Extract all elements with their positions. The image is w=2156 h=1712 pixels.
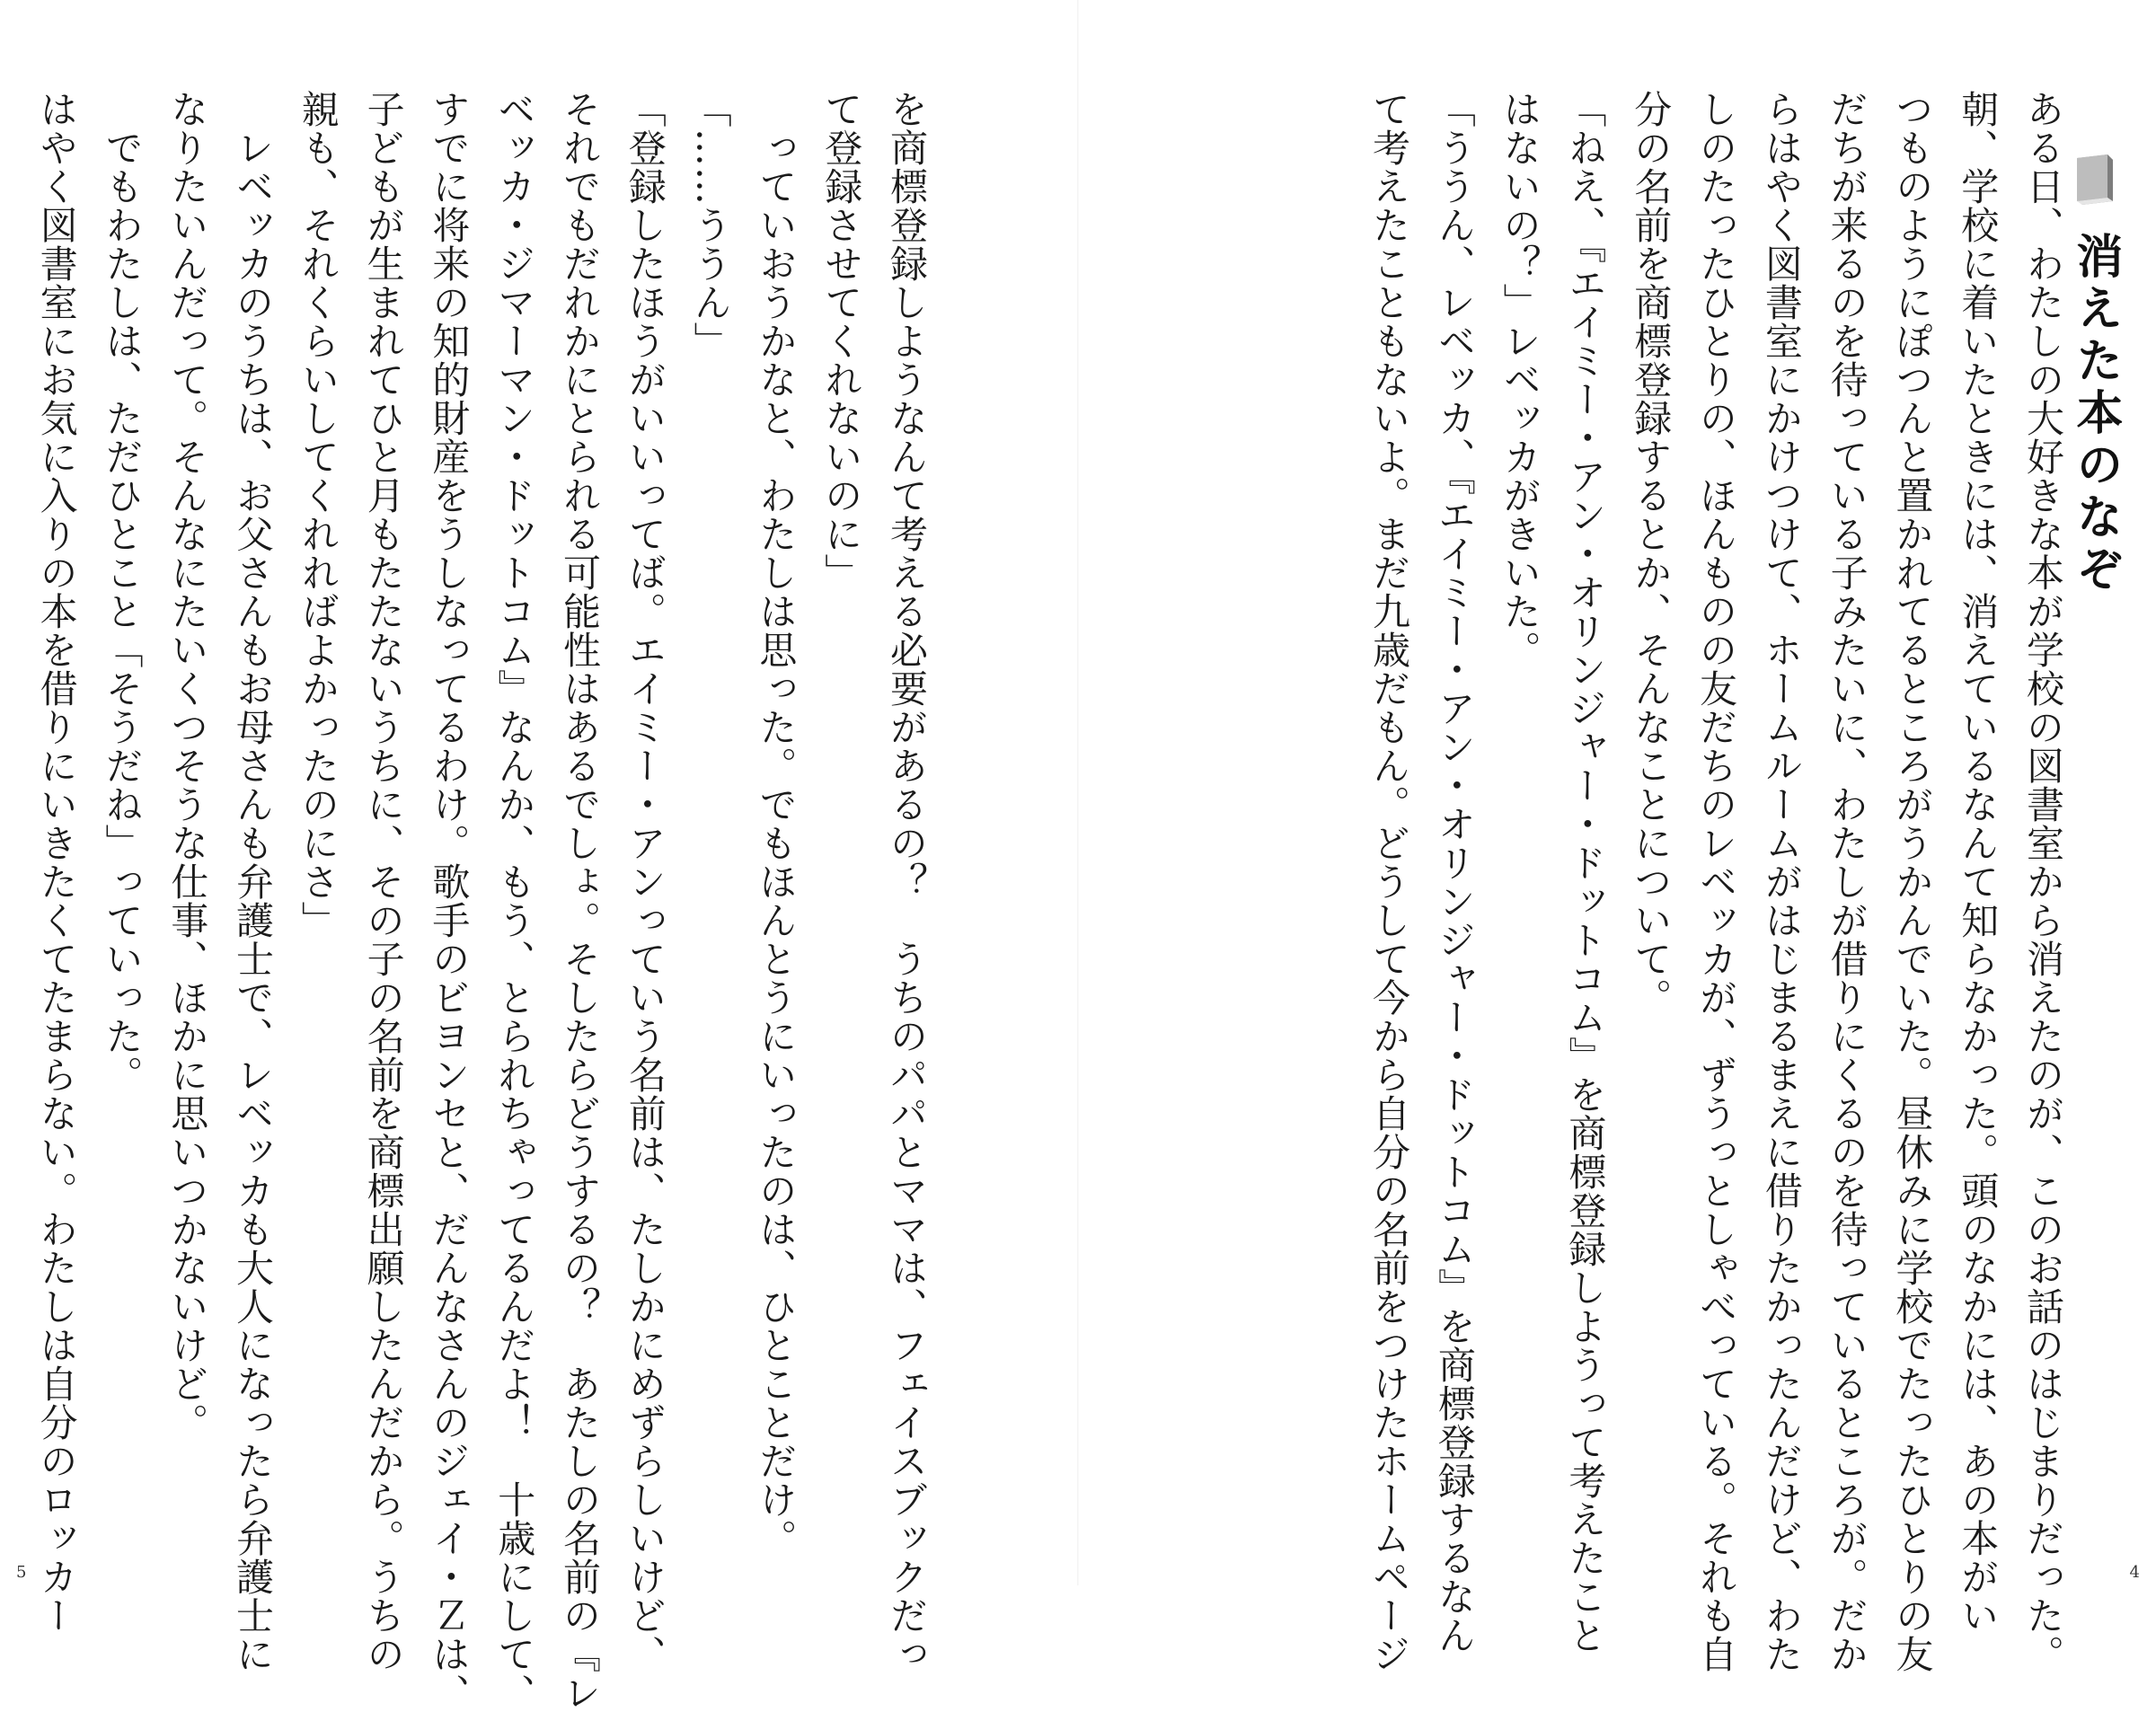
- text-line: 「ううん、レベッカ、『エイミー・アン・オリンジャー・ドットコム』を商標登録するなん: [1432, 90, 1477, 1655]
- text-line: しのたったひとりの、ほんものの友だちのレベッカが、ずうっとしゃべっている。それも自: [1694, 90, 1739, 1673]
- text-line: すでに将来の知的財産をうしなってるわけ。歌手のビヨンセと、だんなさんのジェイ・Ｚは、: [427, 90, 472, 1712]
- text-line: つものようにぽつんと置かれてるところがうかんでいた。昼休みに学校でたったひとりの友: [1890, 90, 1935, 1673]
- text-line: て登録させてくれないのに」: [819, 90, 864, 592]
- text-line: て考えたこともないよ。まだ九歳だもん。どうして今から自分の名前をつけたホームページ: [1367, 90, 1412, 1673]
- text-line: 分の名前を商標登録するとか、そんなことについて。: [1629, 90, 1674, 1017]
- text-line: を商標登録しようなんて考える必要があるの？ うちのパパとママは、フェイスブックだっ: [885, 90, 929, 1673]
- text-line: 朝、学校に着いたときには、消えているなんて知らなかった。頭のなかには、あの本がい: [1956, 90, 2001, 1635]
- body-text-right: [1356, 90, 2075, 1673]
- text-line: なりたいんだって。そんなにたいくつそうな仕事、ほかに思いつかないけど。: [165, 90, 210, 1442]
- page-right: [1078, 0, 2156, 1673]
- text-line: はやく図書室にお気に入りの本を借りにいきたくてたまらない。わたしは自分のロッカー: [34, 90, 79, 1635]
- text-line: らはやく図書室にかけつけて、ホームルームがはじまるまえに借りたかったんだけど、わた: [1759, 90, 1804, 1673]
- text-line: だちが来るのを待っている子みたいに、わたしが借りにくるのを待っているところが。だか: [1825, 90, 1869, 1673]
- text-line: それでもだれかにとられる可能性はあるでしょ。そしたらどうするの？ あたしの名前の『レ: [558, 90, 603, 1712]
- page-number-left: 5: [16, 1563, 27, 1582]
- text-line: ある日、わたしの大好きな本が学校の図書室から消えたのが、このお話のはじまりだった。: [2021, 90, 2065, 1673]
- text-line: 子どもが生まれてひと月もたたないうちに、その子の名前を商標出願したんだから。うちの: [361, 90, 406, 1673]
- text-line: ベッカ・ジマーマン・ドットコム』なんか、もう、とられちゃってるんだよ！ 十歳にして、: [492, 90, 537, 1712]
- text-line: 「ねえ、『エイミー・アン・オリンジャー・ドットコム』を商標登録しようって考えたこと: [1563, 90, 1608, 1655]
- text-line: はないの？」レベッカがきいた。: [1498, 90, 1542, 669]
- body-text-left: [23, 90, 939, 1712]
- page-number-right: 4: [2129, 1563, 2140, 1582]
- text-line: っていおうかなと、わたしは思った。でもほんとうにいったのは、ひとことだけ。: [754, 90, 799, 1558]
- book-icon: [2072, 153, 2118, 205]
- text-line: でもわたしは、ただひとこと「そうだね」っていった。: [100, 90, 145, 1094]
- text-line: 「……ううん」: [688, 90, 733, 360]
- text-line: レベッカのうちは、お父さんもお母さんも弁護士で、レベッカも大人になったら弁護士に: [231, 90, 276, 1673]
- chapter-title: 消えた本のなぞ: [2068, 232, 2122, 596]
- chapter-heading: [2068, 153, 2122, 596]
- text-line: 「登録したほうがいいってば。エイミー・アンっていう名前は、たしかにめずらしいけど、: [623, 90, 667, 1673]
- text-line: 親も、それくらいしてくれればよかったのにさ」: [296, 90, 340, 940]
